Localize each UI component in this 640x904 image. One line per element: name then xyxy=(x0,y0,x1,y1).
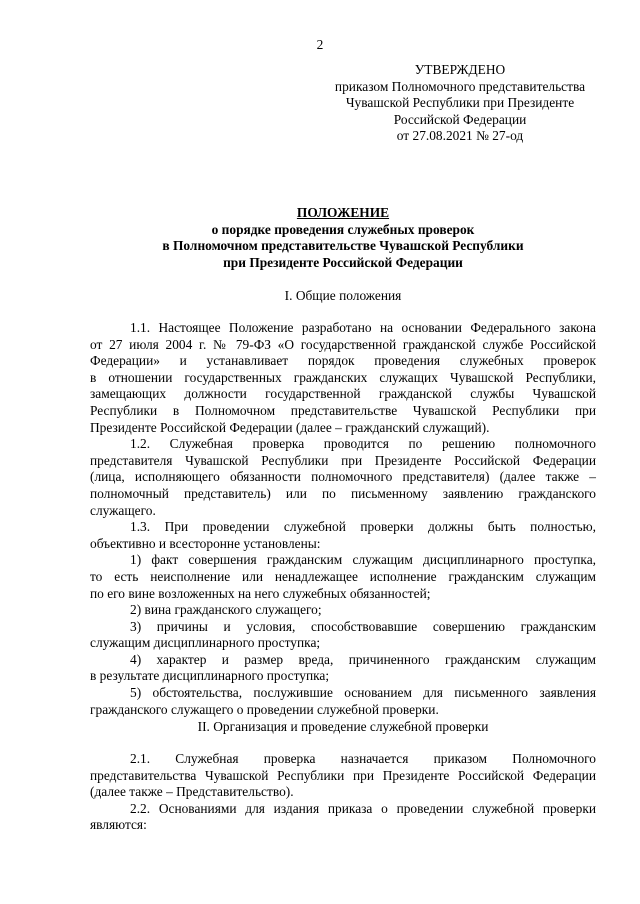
paragraph xyxy=(90,519,596,552)
paragraph-line: то есть неисполнение или ненадлежащее исполнение гражданским служащим xyxy=(90,568,596,584)
section-heading-1: I. Общие положения xyxy=(284,288,402,303)
paragraph-line: от 27 июля 2004 г. № 79-ФЗ «О государственной гражданской службе Российской xyxy=(90,336,596,352)
paragraph-line: гражданского служащего о проведении служебной проверки. xyxy=(90,701,439,717)
paragraph-line: 1.2. Служебная проверка проводится по решению полномочного xyxy=(130,436,596,452)
title-line: о порядке проведения служебных проверок xyxy=(211,221,475,237)
section-heading-2: II. Организация и проведение служебной проверки xyxy=(197,719,489,734)
paragraph-line: представителя Чувашской Республики при Президенте Российской Федерации xyxy=(90,452,596,468)
paragraph xyxy=(90,602,596,619)
paragraph-line: 5) обстоятельства, послужившие основанием для письменного заявления xyxy=(130,685,596,701)
paragraph xyxy=(90,320,596,436)
paragraph-line: по его вине возложенных на него служебных обязанностей; xyxy=(90,585,431,601)
paragraph-line: Федерации» и устанавливает порядок проведения служебных проверок xyxy=(90,353,596,369)
paragraph-line: Республики в Полномочном представительстве Чувашской Республики при xyxy=(90,402,596,418)
paragraph-line: в результате дисциплинарного проступка; xyxy=(90,668,330,684)
paragraph-line: 4) характер и размер вреда, причиненного гражданским служащим xyxy=(130,651,596,667)
approval-line: Чувашской Республики при Президенте xyxy=(345,95,575,111)
paragraph-line: (далее также – Представительство). xyxy=(90,784,294,800)
paragraph-line: 1.3. При проведении служебной проверки должны быть полностью, xyxy=(130,519,596,535)
paragraph xyxy=(90,751,596,801)
paragraph-line: являются: xyxy=(90,817,147,833)
section-2-body xyxy=(90,751,596,834)
title-line: при Президенте Российской Федерации xyxy=(223,254,463,270)
paragraph-line: замещающих должности государственной гражданской службы Чувашской xyxy=(90,386,596,402)
paragraph-line: служащего. xyxy=(90,502,156,518)
section-1-body xyxy=(90,320,596,718)
paragraph-line: 2.2. Основаниями для издания приказа о проведении служебной проверки xyxy=(130,800,596,816)
approval-line: от 27.08.2021 № 27-од xyxy=(396,128,524,144)
title-main: ПОЛОЖЕНИЕ xyxy=(296,205,390,220)
paragraph xyxy=(90,685,596,718)
paragraph-line: (лица, исполняющего обязанности полномочного представителя) (далее также – xyxy=(90,469,596,485)
approval-line: Российской Федерации xyxy=(393,111,527,127)
paragraph xyxy=(90,801,596,834)
approval-line: УТВЕРЖДЕНО xyxy=(414,62,506,77)
paragraph xyxy=(90,619,596,652)
paragraph-line: 3) причины и условия, способствовавшие совершению гражданским xyxy=(130,618,596,634)
paragraph-line: полномочный представитель) или по письменному заявлению гражданского xyxy=(90,485,596,501)
paragraph xyxy=(90,436,596,519)
paragraph-line: в отношении государственных гражданских служащих Чувашской Республики, xyxy=(90,369,596,385)
approval-line: приказом Полномочного представительства xyxy=(334,78,586,94)
title-line: в Полномочном представительстве Чувашской Республики xyxy=(162,238,524,254)
paragraph-line: 1.1. Настоящее Положение разработано на основании Федерального закона xyxy=(130,320,596,335)
paragraph-line: служащим дисциплинарного проступка; xyxy=(90,635,321,651)
paragraph-line: представительства Чувашской Республики при Президенте Российской Федерации xyxy=(90,767,596,783)
paragraph-line: 2) вина гражданского служащего; xyxy=(130,602,322,618)
paragraph-line: Президенте Российской Федерации (далее – гражданский служащий). xyxy=(90,419,490,435)
document-title xyxy=(90,205,596,271)
paragraph-line: объективно и всесторонне установлены: xyxy=(90,535,321,551)
page-number: 2 xyxy=(316,37,324,52)
paragraph xyxy=(90,552,596,602)
paragraph-line: 1) факт совершения гражданским служащим дисциплинарного проступка, xyxy=(130,552,596,568)
approval-stamp xyxy=(317,62,603,145)
paragraph-line: 2.1. Служебная проверка назначается приказом Полномочного xyxy=(130,751,596,766)
paragraph xyxy=(90,652,596,685)
